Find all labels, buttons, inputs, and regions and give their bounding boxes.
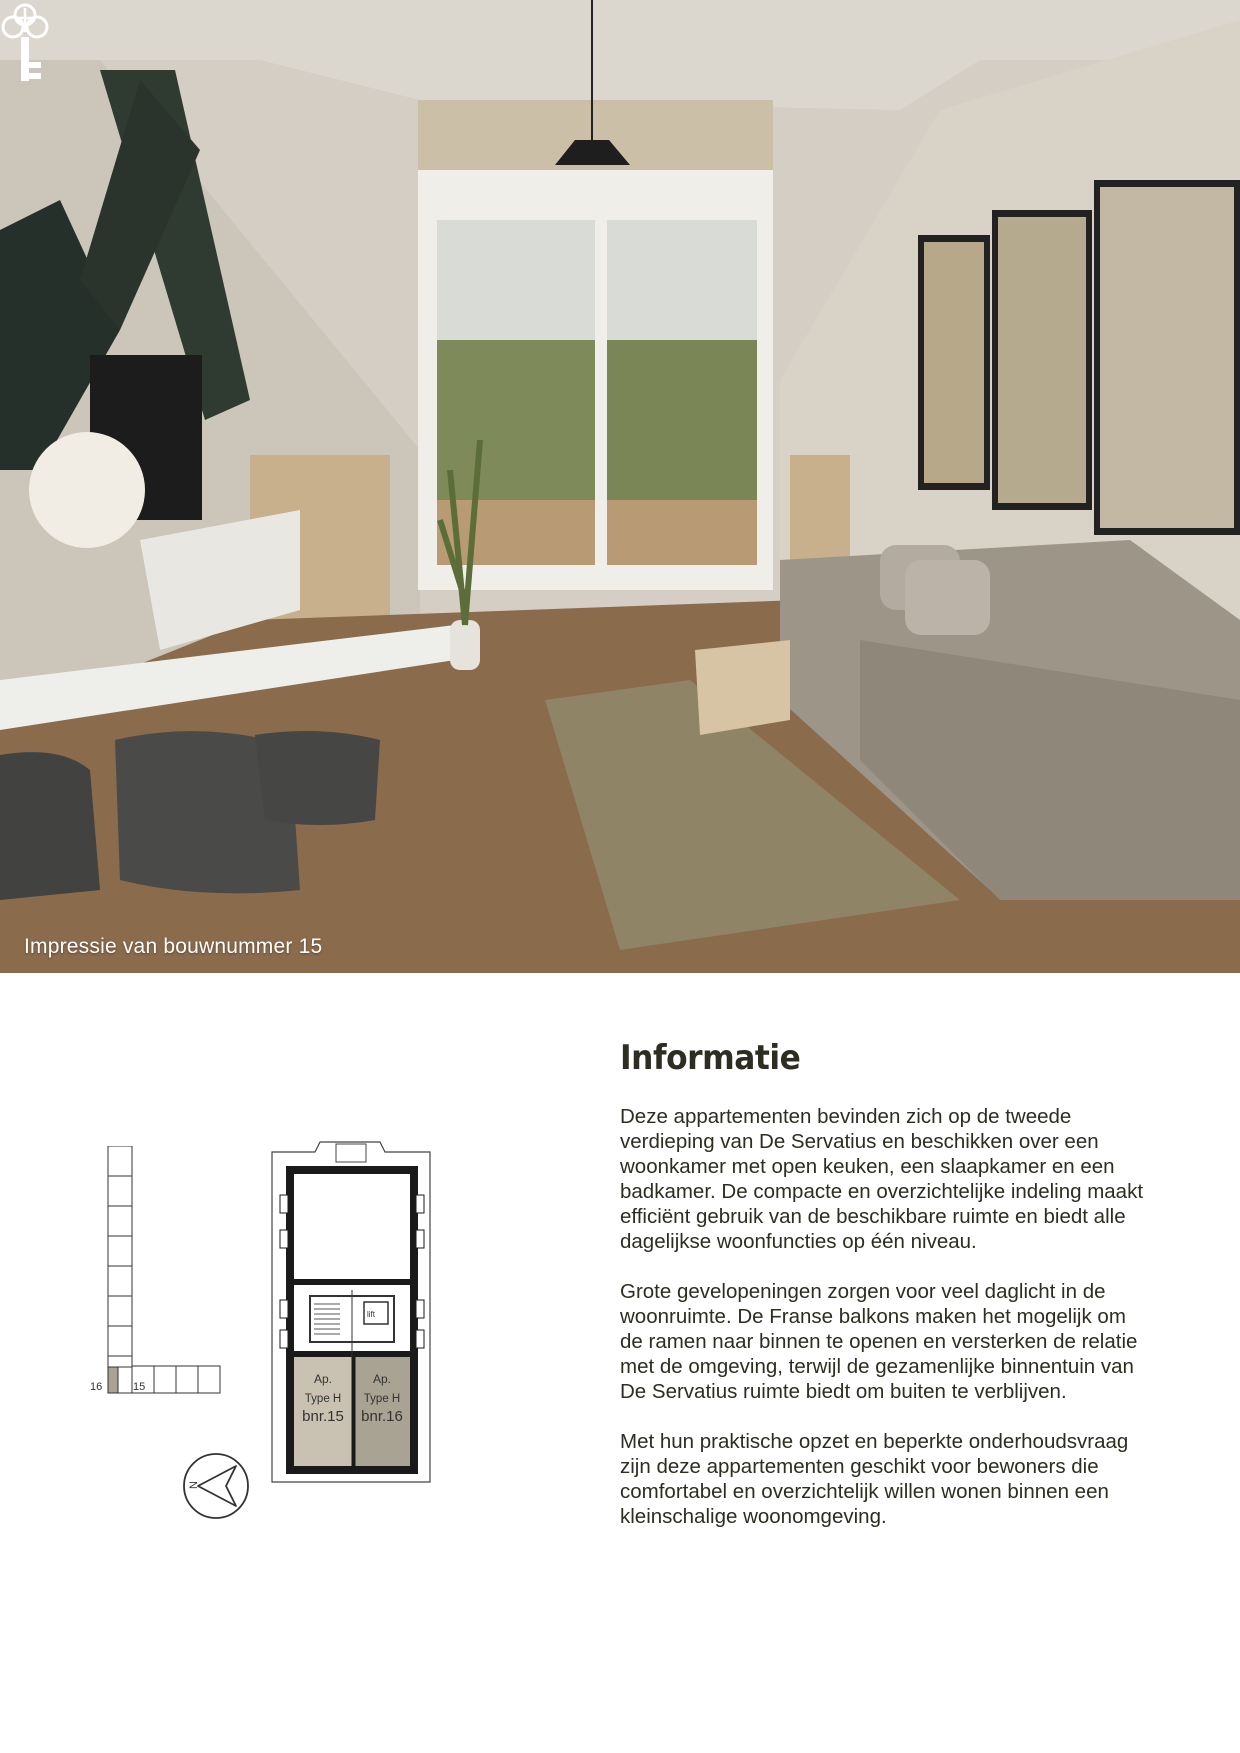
unit-15-highlight xyxy=(118,1367,132,1393)
info-body xyxy=(620,1104,1150,1554)
north-arrow-icon xyxy=(182,1452,250,1520)
info-paragraph-2: Grote gevelopeningen zorgen voor veel daglicht in de woonruimte. De Franse balkons maken het mogelijk om de ramen naar binnen te openen en versterken de relatie met de omgeving, terwijl de gezamenlijke binnentuin van De Servatius ruimte biedt om buiten te verblijven. xyxy=(620,1280,1138,1403)
compass-letter: N xyxy=(188,1481,200,1489)
info-paragraph-3: Met hun praktische opzet en beperkte onderhoudsvraag zijn deze appartementen geschikt voor bewoners die comfortabel en overzichtelijk willen wonen binnen een kleinschalige woonomgeving. xyxy=(620,1430,1129,1528)
site-label-15: 15 xyxy=(133,1381,146,1393)
unit-16-line3: bnr.16 xyxy=(361,1408,403,1425)
site-label-16: 16 xyxy=(90,1381,103,1393)
unit-16-line1: Ap. xyxy=(372,1372,392,1386)
site-key-plan xyxy=(86,1146,226,1406)
key-logo-icon xyxy=(0,0,50,84)
unit-16-highlight xyxy=(108,1367,118,1393)
lift-label: lift xyxy=(367,1310,375,1319)
unit-15-line1: Ap. xyxy=(313,1372,333,1386)
unit-15-line3: bnr.15 xyxy=(302,1408,344,1425)
info-paragraph-1: Deze appartementen bevinden zich op de tweede verdieping van De Servatius en beschikken over een woonkamer met open keuken, een slaapkamer en een badkamer. De compacte en overzichtelijke indeling maakt efficiënt gebruik van de beschikbare ruimte en biedt alle dagelijkse woonfuncties op één niveau. xyxy=(620,1105,1144,1253)
floor-plan xyxy=(270,1140,436,1486)
unit-16-line2: Type H xyxy=(363,1393,401,1405)
info-title: Informatie xyxy=(620,1038,801,1078)
unit-15-line2: Type H xyxy=(304,1393,342,1405)
photo-caption: Impressie van bouwnummer 15 xyxy=(24,935,323,958)
